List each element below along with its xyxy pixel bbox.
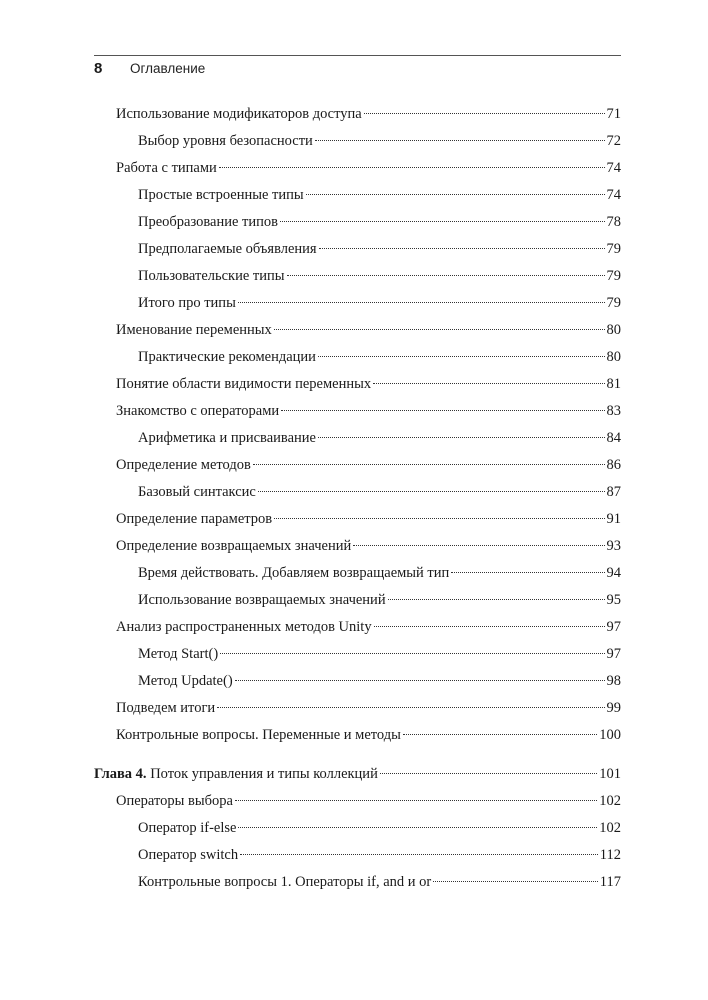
toc-entry-title [116, 533, 351, 560]
toc-page-number: 80 [606, 349, 621, 365]
toc-entry-text: Анализ распространенных методов Unity [116, 619, 372, 635]
toc-page-number: 94 [606, 565, 621, 581]
dot-leader [235, 680, 605, 681]
toc-entry-title [116, 155, 217, 182]
toc-entry[interactable] [94, 506, 621, 533]
toc-page-number: 78 [606, 214, 621, 230]
toc-entry-title [138, 182, 304, 209]
toc-page-number: 93 [606, 538, 621, 554]
toc-entry[interactable] [94, 668, 621, 695]
toc-entry[interactable] [94, 869, 621, 896]
toc-entry-title [138, 479, 256, 506]
toc-entry-text: Базовый синтаксис [138, 484, 256, 500]
toc-page-number: 102 [599, 820, 621, 836]
toc-entry-text: Итого про типы [138, 295, 236, 311]
toc-entry[interactable] [94, 452, 621, 479]
toc-page-number: 117 [599, 874, 621, 890]
toc-page-number: 86 [606, 457, 621, 473]
dot-leader [238, 827, 597, 828]
toc-page-number: 79 [606, 241, 621, 257]
dot-leader [258, 491, 605, 492]
toc-entry[interactable] [94, 263, 621, 290]
dot-leader [235, 800, 597, 801]
toc-entry-text: Предполагаемые объявления [138, 241, 317, 257]
toc-entry-title [138, 869, 431, 896]
toc-entry-title [116, 788, 233, 815]
toc-entry-text: Практические рекомендации [138, 349, 316, 365]
dot-leader [274, 518, 604, 519]
toc-page-number: 112 [599, 847, 621, 863]
dot-leader [373, 383, 604, 384]
dot-leader [403, 734, 597, 735]
toc-entry[interactable] [94, 317, 621, 344]
dot-leader [217, 707, 604, 708]
toc-entry[interactable] [94, 344, 621, 371]
toc-page-number: 100 [599, 727, 621, 743]
dot-leader [374, 626, 605, 627]
toc-page-number: 99 [606, 700, 621, 716]
toc-entry[interactable] [94, 290, 621, 317]
toc-page-number: 71 [606, 106, 621, 122]
toc-page-number: 98 [606, 673, 621, 689]
dot-leader [318, 437, 605, 438]
toc-entry-title [116, 506, 272, 533]
dot-leader [219, 167, 605, 168]
toc-entry[interactable] [94, 425, 621, 452]
toc-entry-title [138, 344, 316, 371]
toc-entry[interactable] [94, 371, 621, 398]
dot-leader [318, 356, 605, 357]
toc-entry-text: Поток управления и типы коллекций [150, 766, 378, 782]
dot-leader [364, 113, 605, 114]
toc-entry-title [138, 668, 233, 695]
toc-entry[interactable] [94, 815, 621, 842]
dot-leader [287, 275, 605, 276]
toc-entry-title [94, 761, 378, 788]
toc-entry-title [116, 695, 215, 722]
toc-entry-text: Оператор if-else [138, 820, 237, 836]
toc-entry-text: Контрольные вопросы 1. Операторы if, and и or [138, 874, 432, 890]
toc-page-number: 79 [606, 268, 621, 284]
toc-entry-title [116, 398, 279, 425]
toc-page-number: 84 [606, 430, 621, 446]
dot-leader [238, 302, 605, 303]
page-header [94, 60, 205, 82]
toc-entry-text: Определение методов [116, 457, 251, 473]
toc-chapter-entry[interactable] [94, 761, 621, 788]
dot-leader [240, 854, 598, 855]
toc-entry[interactable] [94, 695, 621, 722]
toc-page-number: 102 [599, 793, 621, 809]
toc-entry-title [116, 317, 272, 344]
toc-entry-text: Оператор switch [138, 847, 239, 863]
toc-entry[interactable] [94, 155, 621, 182]
toc-entry[interactable] [94, 788, 621, 815]
dot-leader [253, 464, 605, 465]
toc-entry-title [116, 452, 251, 479]
toc-entry-title [138, 842, 238, 869]
toc-entry-text: Арифметика и присваивание [138, 430, 316, 446]
toc-entry-text: Определение параметров [116, 511, 273, 527]
toc-page-number: 101 [599, 766, 621, 782]
toc-entry[interactable] [94, 479, 621, 506]
toc-page-number: 87 [606, 484, 621, 500]
toc-entry-title [138, 815, 236, 842]
toc-page-number: 72 [606, 133, 621, 149]
dot-leader [319, 248, 605, 249]
toc-entry-text: Операторы выбора [116, 793, 233, 809]
toc-entry-title [116, 722, 401, 749]
dot-leader [280, 221, 605, 222]
toc-entry-text: Метод Update() [138, 673, 233, 689]
toc-entry-title [138, 587, 386, 614]
dot-leader [306, 194, 605, 195]
toc-entry[interactable] [94, 722, 621, 749]
toc-entry[interactable] [94, 614, 621, 641]
toc-entry[interactable] [94, 587, 621, 614]
toc-entry[interactable] [94, 236, 621, 263]
toc-entry-text: Использование возвращаемых значений [138, 592, 386, 608]
toc-entry-text: Пользовательские типы [138, 268, 285, 284]
dot-leader [274, 329, 605, 330]
toc-entry-title [138, 560, 449, 587]
table-of-contents [94, 101, 621, 896]
toc-entry-text: Преобразование типов [138, 214, 278, 230]
toc-entry-title [138, 128, 313, 155]
toc-page-number: 80 [606, 322, 621, 338]
toc-entry-text: Простые встроенные типы [138, 187, 304, 203]
toc-page-number: 97 [606, 646, 621, 662]
toc-entry[interactable] [94, 560, 621, 587]
dot-leader [388, 599, 605, 600]
page-number: 8 [94, 60, 103, 77]
dot-leader [451, 572, 604, 573]
toc-entry[interactable] [94, 101, 621, 128]
toc-entry[interactable] [94, 641, 621, 668]
dot-leader [281, 410, 604, 411]
toc-entry[interactable] [94, 209, 621, 236]
toc-entry-title [138, 641, 218, 668]
dot-leader [353, 545, 604, 546]
toc-entry-text: Контрольные вопросы. Переменные и методы [116, 727, 401, 743]
toc-entry-title [138, 263, 285, 290]
toc-entry[interactable] [94, 842, 621, 869]
toc-entry-text: Понятие области видимости переменных [116, 376, 372, 392]
toc-page-number: 79 [606, 295, 621, 311]
toc-page-number: 97 [606, 619, 621, 635]
toc-page-number: 91 [606, 511, 621, 527]
toc-page-number: 74 [606, 160, 621, 176]
toc-entry-text: Работа с типами [116, 160, 217, 176]
toc-entry[interactable] [94, 128, 621, 155]
toc-entry-text: Выбор уровня безопасности [138, 133, 313, 149]
toc-entry-title [138, 290, 236, 317]
dot-leader [315, 140, 605, 141]
dot-leader [220, 653, 604, 654]
toc-entry-title [116, 101, 362, 128]
toc-entry-title [116, 371, 371, 398]
toc-entry-text: Метод Start() [138, 646, 219, 662]
dot-leader [433, 881, 598, 882]
toc-page-number: 83 [606, 403, 621, 419]
toc-entry-title [138, 425, 316, 452]
chapter-label: Глава 4. [94, 766, 147, 782]
toc-page-number: 81 [606, 376, 621, 392]
section-title: Оглавление [130, 61, 206, 76]
toc-entry[interactable] [94, 533, 621, 560]
toc-entry-text: Определение возвращаемых значений [116, 538, 352, 554]
toc-page-number: 95 [606, 592, 621, 608]
toc-entry-text: Время действовать. Добавляем возвращаемый тип [138, 565, 450, 581]
header-rule [94, 55, 621, 56]
toc-entry-text: Знакомство с операторами [116, 403, 280, 419]
toc-entry-text: Именование переменных [116, 322, 272, 338]
toc-entry[interactable] [94, 182, 621, 209]
toc-entry[interactable] [94, 398, 621, 425]
toc-entry-title [116, 614, 372, 641]
toc-entry-title [138, 209, 278, 236]
toc-entry-text: Подведем итоги [116, 700, 216, 716]
dot-leader [380, 773, 597, 774]
toc-page-number: 74 [606, 187, 621, 203]
toc-entry-title [138, 236, 317, 263]
toc-entry-text: Использование модификаторов доступа [116, 106, 362, 122]
